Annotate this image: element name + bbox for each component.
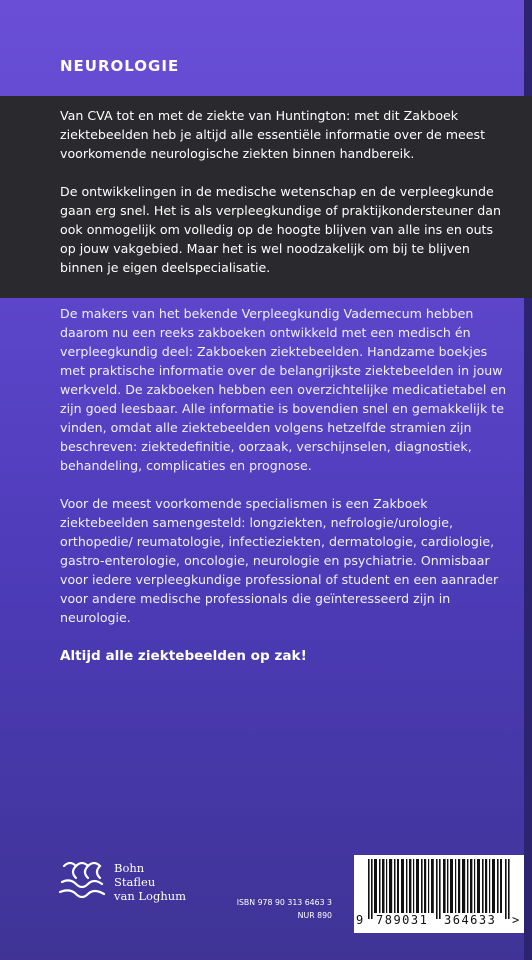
barcode-digit-lead: 9 (356, 913, 364, 927)
intro-paragraph-2: De ontwikkelingen in de medische wetenschap en de verpleegkunde gaan erg snel. Het is als verpleegkundige of praktijkondersteuner dan ook onmogelijk om volledig op de hoogte blijven van alle ins en outs op jouw vakgebied. Maar het is wel noodzakelijk om bij te blijven binnen je eigen deelspecialisatie. (60, 184, 501, 275)
nur-code: NUR 890 (297, 911, 332, 920)
barcode (354, 855, 524, 933)
isbn-number: ISBN 978 90 313 6463 3 (236, 898, 332, 907)
barcode-bars-icon (366, 859, 512, 919)
publisher-line-3: van Loghum (114, 889, 187, 903)
publisher-line-2: Stafleu (114, 875, 156, 889)
publisher-line-1: Bohn (114, 861, 145, 875)
intro-band (0, 96, 532, 298)
description-body (60, 304, 512, 627)
publisher-name (114, 861, 234, 903)
publisher-mark-icon (58, 858, 108, 902)
barcode-group-1: 789031 (376, 913, 429, 927)
barcode-group-2: 364633 (444, 913, 497, 927)
book-title: NEUROLOGIE (60, 57, 180, 75)
barcode-arrow: > (512, 913, 520, 927)
intro-paragraph-1: Van CVA tot en met de ziekte van Huntington: met dit Zakboek ziektebeelden heb je altijd alle essentiële informatie over de meest voorkomende neurologische ziekten binnen handbereik. (60, 108, 486, 161)
slogan: Altijd alle ziektebeelden op zak! (60, 648, 307, 664)
description-paragraph-1: De makers van het bekende Verpleegkundig Vademecum hebben daarom nu een reeks zakboeken ontwikkeld met een medisch én verpleegkundig deel: Zakboeken ziektebeelden. Handzame boekjes met praktische informatie over de belangrijkste ziektebeelden in jouw werkveld. De zakboeken hebben een overzichtelijke medicatietabel en zijn goed leesbaar. Alle informatie is bovendien snel en gemakkelijk te vinden, omdat alle ziektebeelden volgens hetzelfde stramien zijn beschreven: ziektedefinitie, oorzaak, verschijnselen, diagnostiek, behandeling, complicaties en prognose. (60, 306, 507, 473)
description-paragraph-2: Voor de meest voorkomende specialismen is een Zakboek ziektebeelden samengesteld: longziekten, nefrologie/urologie, orthopedie/ reumatologie, infectieziekten, dermatologie, cardiologie, gastro-enterologie, oncologie, neurologie en psychiatrie. Onmisbaar voor iedere verpleegkundige professional of student en een aanrader voor andere medische professionals die geïnteresseerd zijn in neurologie. (60, 496, 499, 625)
isbn-block (228, 896, 332, 922)
